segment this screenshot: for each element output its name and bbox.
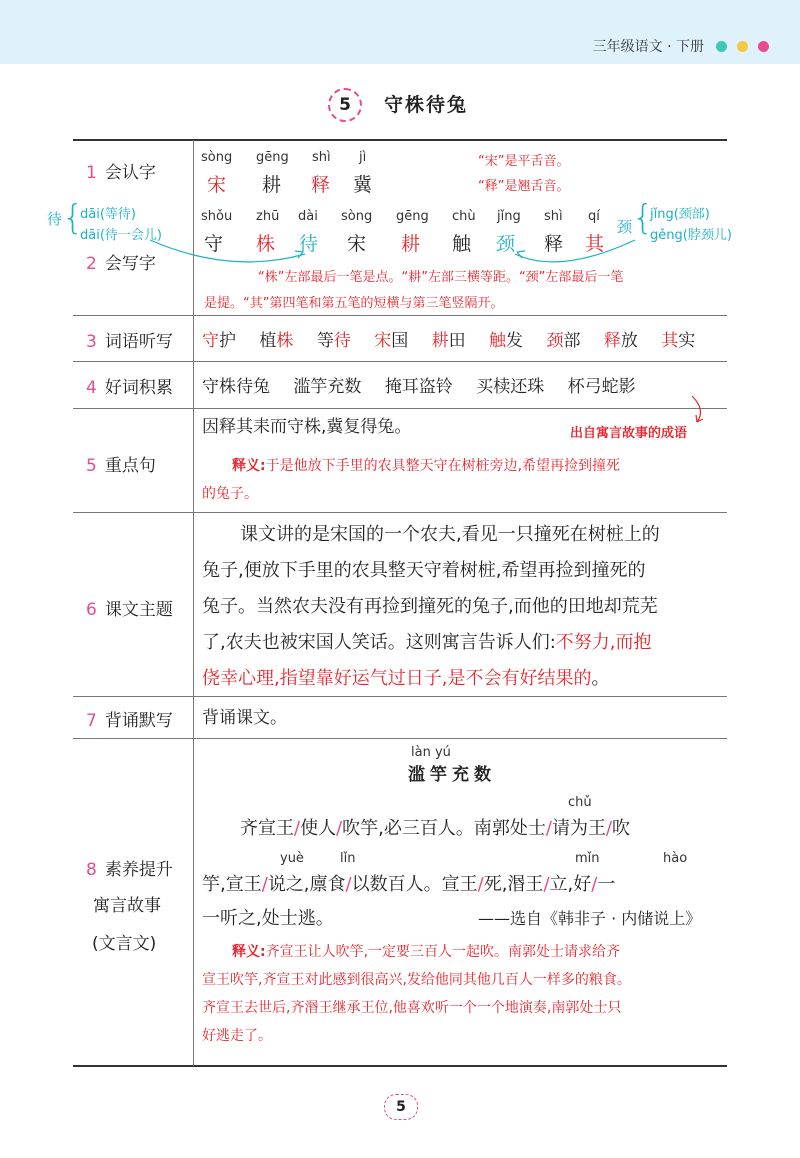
- pinyin: yuè: [280, 851, 304, 866]
- polyphone-char-left: 待: [47, 210, 63, 228]
- pinyin: chǔ: [568, 795, 592, 810]
- char: 耕: [401, 233, 421, 255]
- polyphone-reading: dāi(待一会儿): [80, 228, 162, 243]
- pinyin: gēng: [256, 150, 289, 165]
- pinyin: dài: [298, 209, 318, 224]
- book-title: 三年级语文 · 下册: [592, 39, 704, 55]
- row-divider: [73, 512, 727, 513]
- char: 触: [452, 233, 472, 255]
- dictation-word: 耕田: [431, 331, 466, 351]
- char: 株: [256, 233, 276, 255]
- pinyin: shǒu: [201, 209, 233, 224]
- char: 宋: [207, 174, 227, 196]
- idiom: 买椟还珠: [476, 377, 545, 397]
- classical-line: 一听之,处士逃。: [202, 908, 334, 929]
- writing-tip: “株”左部最后一笔是点。“耕”左部三横等距。“颈”左部最后一笔: [258, 270, 624, 285]
- page-number: 5: [384, 1094, 418, 1120]
- char: 颈: [496, 233, 516, 255]
- dictation-word: 宋国: [374, 331, 409, 351]
- pinyin: hào: [663, 851, 688, 866]
- recite-text: 背诵课文。: [202, 708, 287, 728]
- good-words: [202, 372, 654, 397]
- section-key-sentence: 5 重点句: [86, 456, 156, 476]
- row-divider: [73, 738, 727, 739]
- char: 释: [311, 174, 331, 196]
- section-recognize: 1 会认字: [86, 163, 156, 183]
- origin-note: 出自寓言故事的成语: [570, 426, 688, 441]
- section-good-words: 4 好词积累: [86, 378, 173, 398]
- polyphone-reading: jǐng(颈部): [650, 207, 710, 222]
- classical-gloss: 释义:齐宣王让人吹竽,一定要三百人一起吹。南郭处士请求给齐: [232, 944, 621, 960]
- pinyin: jǐng: [497, 209, 521, 224]
- char: 其: [585, 233, 605, 255]
- classical-title: 滥竽充数: [408, 765, 496, 785]
- section-dictation: 3 词语听写: [86, 332, 173, 352]
- dictation-word: 其实: [661, 331, 696, 351]
- tip-note: “宋”是平舌音。: [478, 154, 570, 169]
- theme-line: 课文讲的是宋国的一个农夫,看见一只撞死在树桩上的: [240, 524, 660, 545]
- key-sentence-gloss-1: 释义:于是他放下手里的农具整天守在树桩旁边,希望再捡到撞死: [232, 458, 621, 474]
- section-write: 2 会写字: [86, 254, 156, 274]
- classical-gloss: 宣王吹竽,齐宣王对此感到很高兴,发给他同其他几百人一样多的粮食。: [202, 972, 631, 988]
- pinyin: chù: [452, 209, 476, 224]
- pinyin: jì: [359, 150, 367, 165]
- classical-line: 竽,宣王/说之,廪食/以数百人。宣王/死,湣王/立,好/一: [202, 874, 616, 895]
- polyphone-reading: dāi(等待): [80, 207, 136, 222]
- brace-left: {: [62, 198, 84, 238]
- writing-tip: 是提。“其”第四笔和第五笔的短横与第三笔竖隔开。: [204, 296, 504, 311]
- idiom: 杯弓蛇影: [567, 377, 636, 397]
- classical-gloss: 齐宣王去世后,齐湣王继承王位,他喜欢听一个一个地演奏,南郭处士只: [202, 1000, 622, 1016]
- dictation-word: 植株: [259, 331, 294, 351]
- dictation-word: 守护: [202, 331, 236, 351]
- key-sentence: 因释其耒而守株,冀复得兔。: [202, 417, 412, 437]
- pinyin: shì: [312, 150, 331, 165]
- classical-source: ——选自《韩非子 · 内储说上》: [478, 909, 702, 928]
- dictation-word: 释放: [603, 331, 638, 351]
- pinyin: shì: [544, 209, 563, 224]
- pinyin: gēng: [396, 209, 429, 224]
- section-literacy-sub2: (文言文): [92, 934, 157, 954]
- dictation-word: 颈部: [546, 331, 581, 351]
- table-bottom-line: [73, 1065, 727, 1067]
- dictation-words: [202, 326, 713, 351]
- brace-right: {: [632, 198, 654, 238]
- classical-gloss: 好逃走了。: [202, 1028, 272, 1044]
- polyphone-char-right: 颈: [617, 218, 633, 236]
- theme-line: 兔子,便放下手里的农具整天守着树桩,希望再捡到撞死的: [202, 560, 646, 581]
- idiom: 掩耳盗铃: [384, 377, 453, 397]
- section-theme: 6 课文主题: [86, 600, 173, 620]
- pinyin: zhū: [256, 209, 280, 224]
- dictation-word: 等待: [316, 331, 351, 351]
- section-literacy-sub1: 寓言故事: [93, 896, 161, 916]
- idiom: 滥竽充数: [293, 377, 362, 397]
- idiom: 守株待兔: [202, 377, 270, 397]
- char: 待: [299, 233, 319, 255]
- title-pinyin: làn yú: [411, 745, 451, 760]
- theme-line: 兔子。当然农夫没有再捡到撞死的兔子,而他的田地却荒芜: [202, 596, 658, 617]
- pinyin: qí: [588, 209, 600, 224]
- dictation-word: 触发: [489, 331, 524, 351]
- pinyin: mǐn: [575, 851, 600, 866]
- key-sentence-gloss-2: 的兔子。: [202, 486, 258, 502]
- polyphone-reading: gěng(脖颈儿): [650, 228, 732, 243]
- char: 耕: [262, 174, 282, 196]
- theme-line: 侥幸心理,指望靠好运气过日子,是不会有好结果的。: [202, 668, 610, 689]
- pinyin: lǐn: [340, 851, 356, 866]
- pinyin: sòng: [341, 209, 373, 224]
- char: 释: [544, 233, 564, 255]
- theme-line: 了,农夫也被宋国人笑话。这则寓言告诉人们:不努力,而抱: [202, 632, 652, 653]
- lesson-title: 守株待兔: [384, 94, 469, 116]
- classical-line: 齐宣王/使人/吹竽,必三百人。南郭处士/请为王/吹: [240, 818, 631, 839]
- char: 宋: [347, 233, 367, 255]
- char: 冀: [353, 174, 373, 196]
- section-recite: 7 背诵默写: [86, 711, 173, 731]
- section-literacy: 8 素养提升: [86, 860, 173, 880]
- pinyin: sòng: [201, 150, 233, 165]
- tip-note: “释”是翘舌音。: [478, 179, 570, 194]
- char: 守: [204, 233, 224, 255]
- lesson-number: 5: [328, 88, 362, 122]
